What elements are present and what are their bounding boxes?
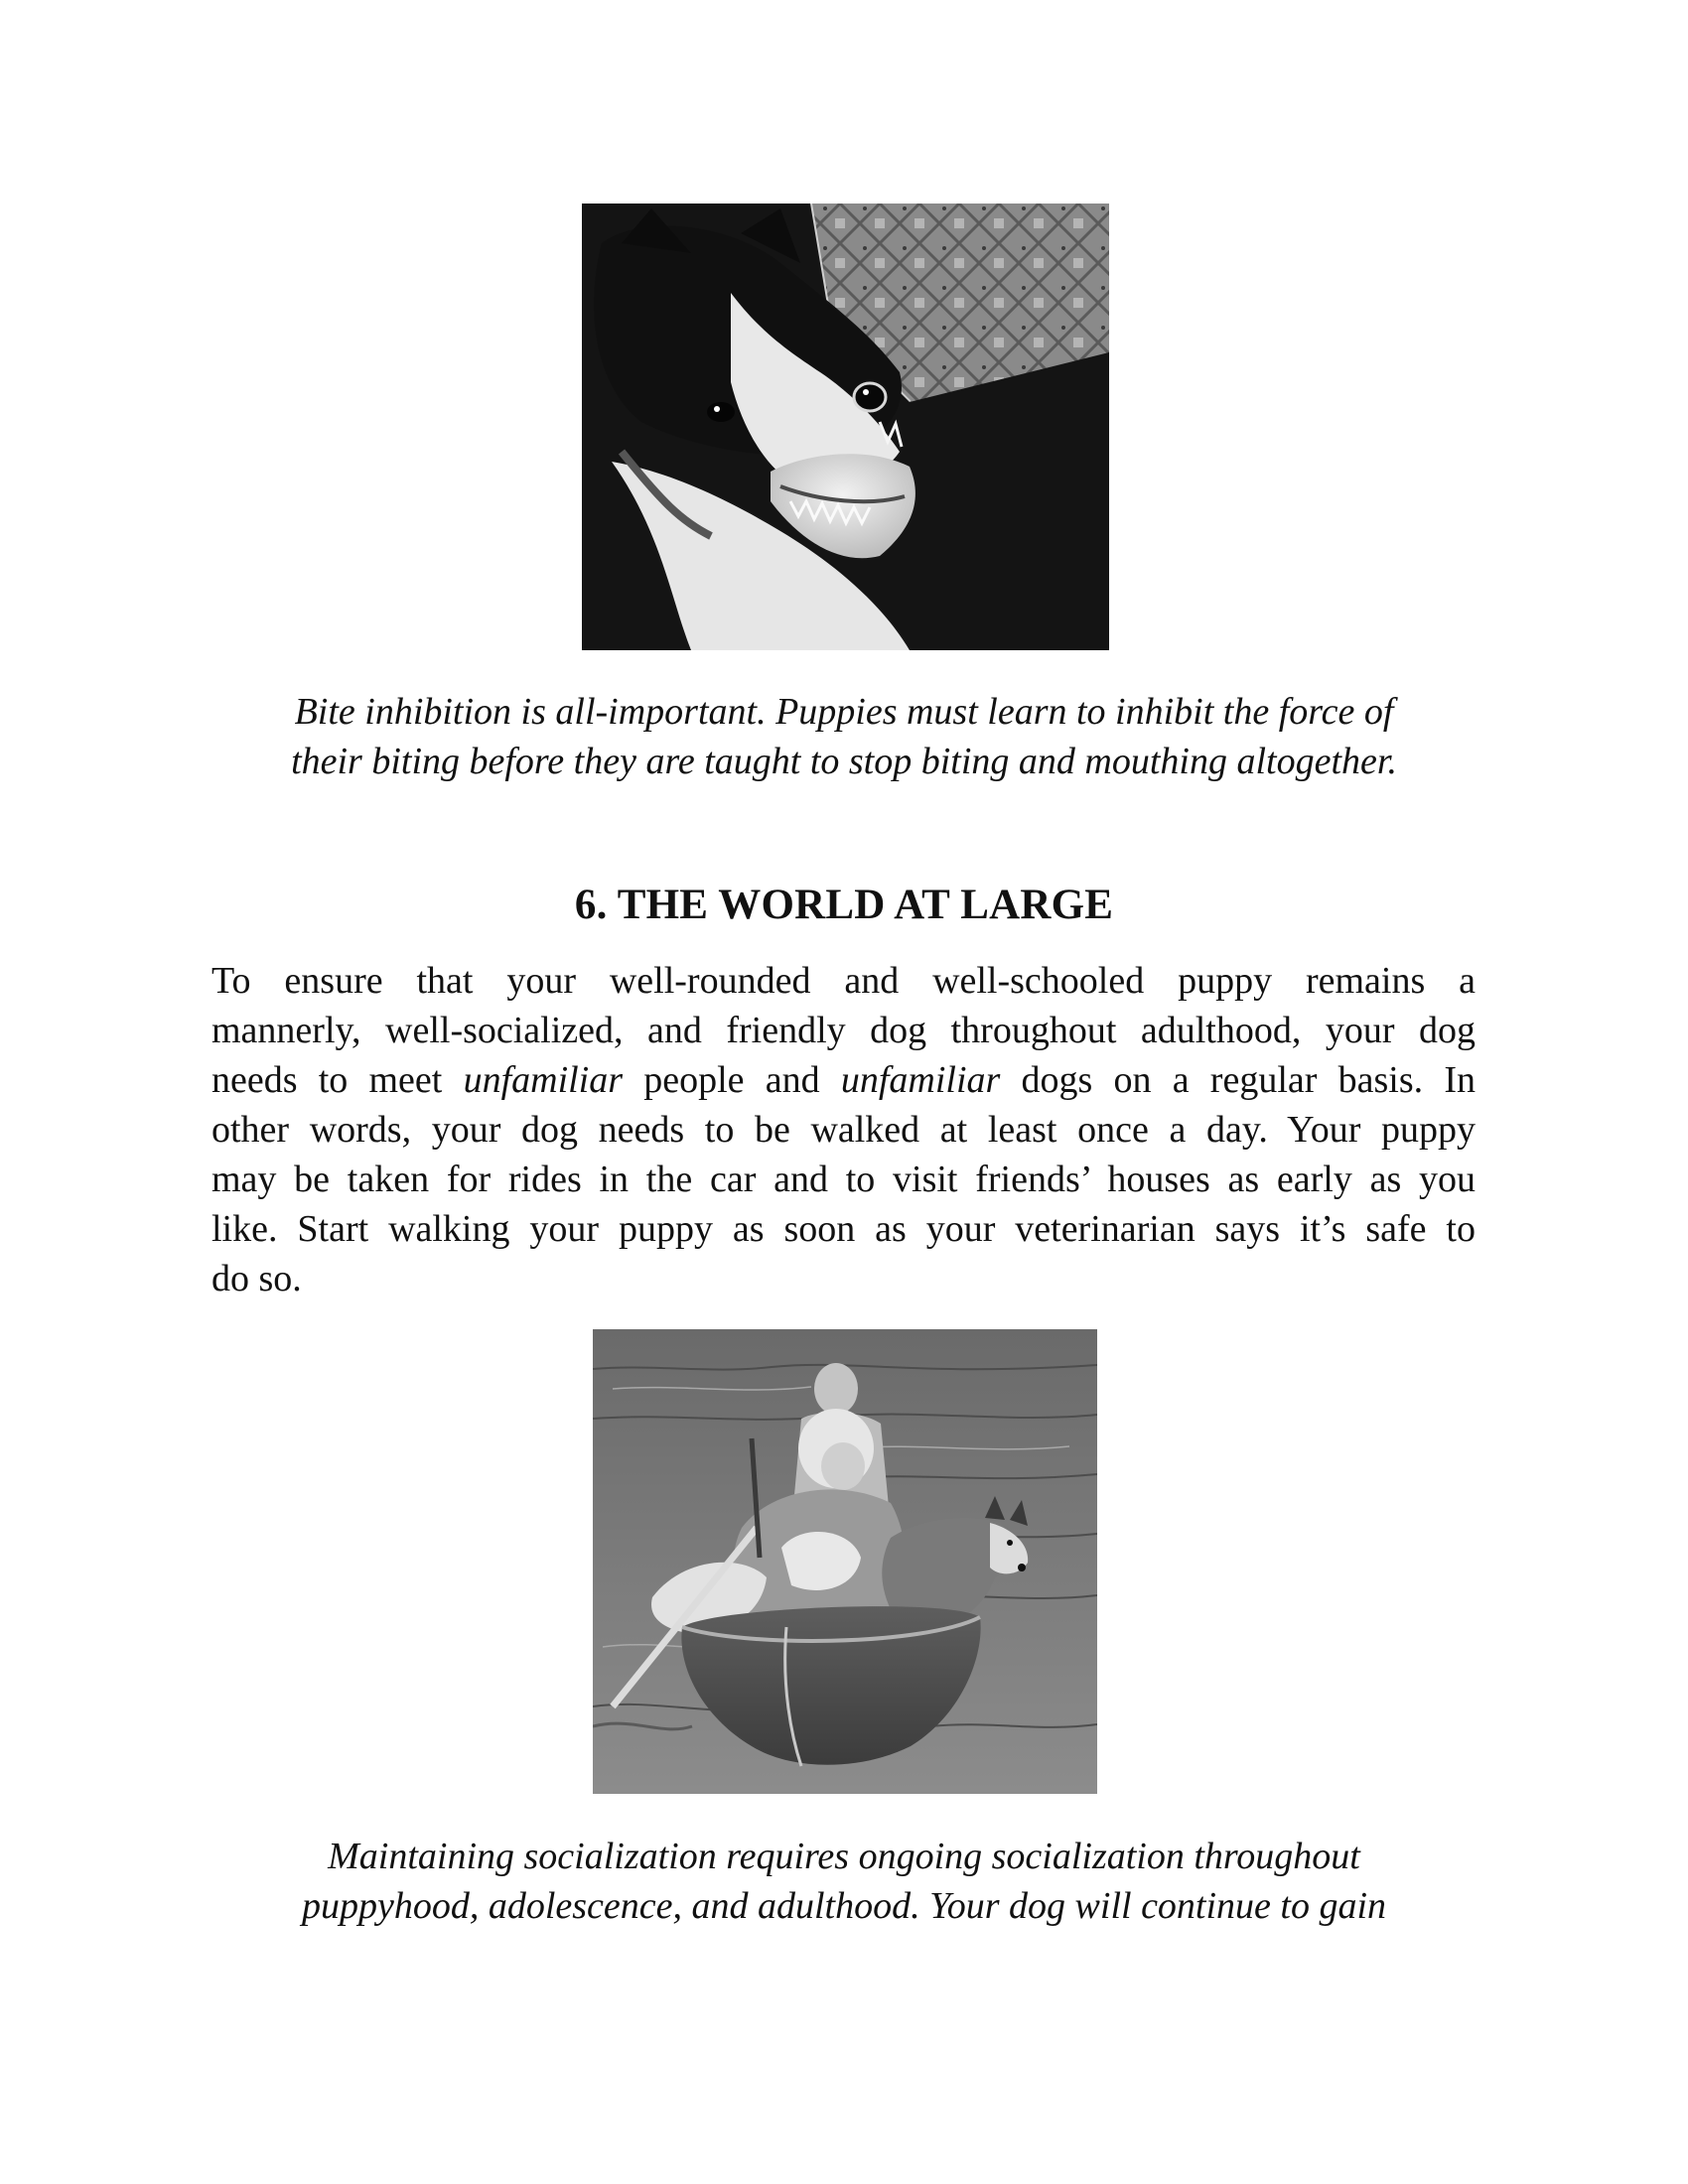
text-run: do so.	[211, 1258, 302, 1299]
dog-photo-illustration	[582, 204, 1109, 650]
canoe-photo	[593, 1329, 1097, 1794]
text-run: mannerly, well-socialized, and friendly dog throughout adulthood, your dog	[211, 1010, 1476, 1051]
body-paragraph	[211, 956, 1476, 1303]
caption-line: Maintaining socialization requires ongoing socialization throughout	[328, 1836, 1360, 1877]
caption-line: puppyhood, adolescence, and adulthood. Your dog will continue to gain	[301, 1885, 1387, 1927]
caption-line: their biting before they are taught to stop biting and mouthing altogether.	[291, 741, 1397, 782]
text-run: other words, your dog needs to be walked at least once a day. Your puppy	[211, 1109, 1476, 1151]
text-run: may be taken for rides in the car and to visit friends’ houses as early as you	[211, 1159, 1476, 1200]
text-run: dogs on a regular basis. In	[1000, 1059, 1476, 1101]
text-run: people and	[623, 1059, 841, 1101]
section-heading: 6. THE WORLD AT LARGE	[574, 882, 1114, 928]
figure-caption-2	[199, 1832, 1489, 1931]
text-run: needs to meet	[211, 1059, 464, 1101]
emphasis-word: unfamiliar	[840, 1059, 1001, 1101]
figure-caption-1	[199, 687, 1489, 786]
emphasis-word: unfamiliar	[463, 1059, 624, 1101]
text-run: To ensure that your well-rounded and well-schooled puppy remains a	[211, 960, 1476, 1002]
text-run: like. Start walking your puppy as soon as your veterinarian says it’s safe to	[211, 1208, 1476, 1250]
paragraph-line	[211, 1204, 1476, 1254]
canoe-photo-illustration	[593, 1329, 1097, 1794]
paragraph-line	[211, 956, 1476, 1006]
paragraph-line	[211, 1105, 1476, 1155]
paragraph-line	[211, 1155, 1476, 1204]
dog-biting-photo	[582, 204, 1109, 650]
paragraph-line	[211, 1055, 1476, 1105]
paragraph-line	[211, 1006, 1476, 1055]
caption-line: Bite inhibition is all-important. Puppies must learn to inhibit the force of	[294, 691, 1394, 733]
paragraph-line	[211, 1254, 1476, 1303]
